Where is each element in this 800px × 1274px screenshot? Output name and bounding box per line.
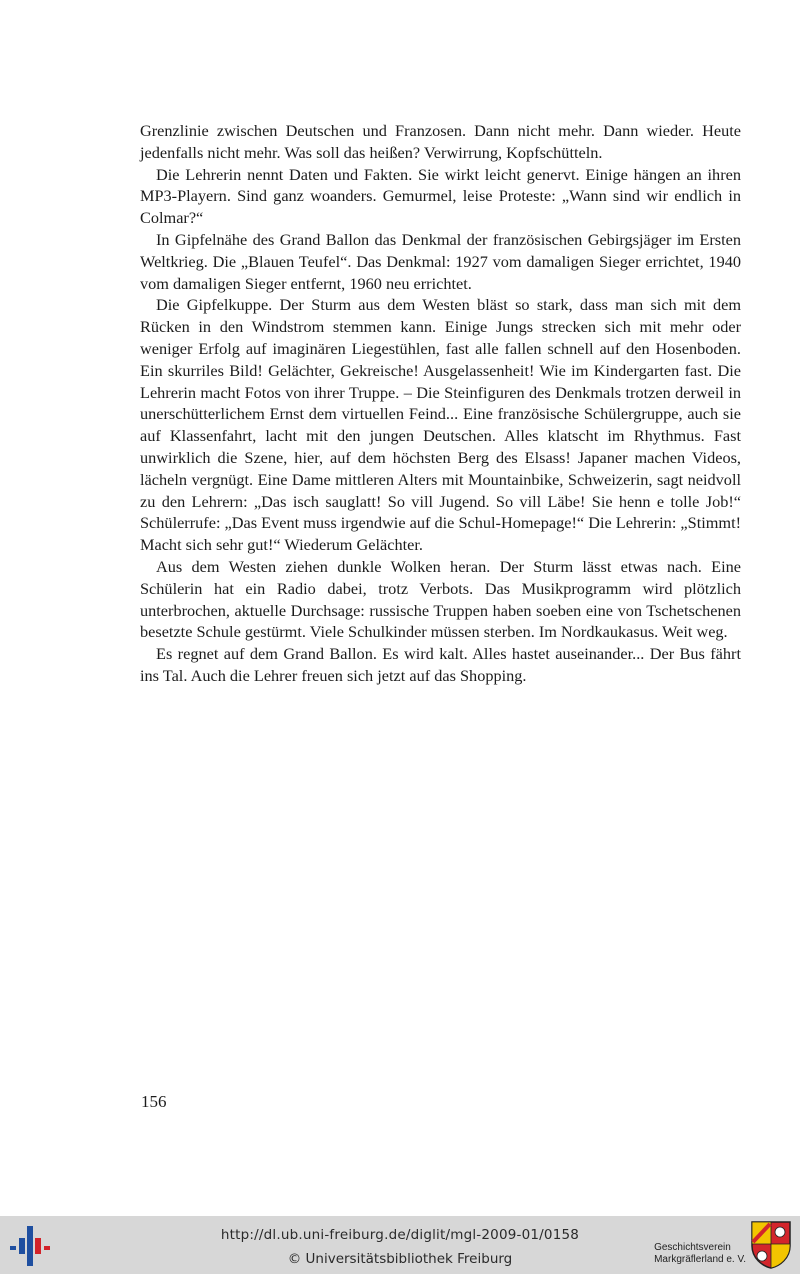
society-name-line2: Markgräflerland e. V. bbox=[654, 1254, 746, 1265]
page-body bbox=[140, 120, 741, 687]
footer-bar bbox=[0, 1216, 800, 1274]
copyright-text: © Universitätsbibliothek Freiburg bbox=[287, 1251, 513, 1267]
society-name-line1: Geschichtsverein bbox=[654, 1242, 731, 1253]
paragraph: Es regnet auf dem Grand Ballon. Es wird kalt. Alles hastet auseinander... Der Bus fährt ins Tal. Auch die Lehrer freuen sich jetzt auf das Shopping. bbox=[140, 644, 741, 685]
paragraph: Die Lehrerin nennt Daten und Fakten. Sie wirkt leicht genervt. Einige hängen an ihren MP3-Playern. Sind ganz woanders. Gemurmel, leise Proteste: „Wann sind wir endlich in Colmar?“ bbox=[140, 164, 741, 228]
markgraeflerland-crest-icon bbox=[750, 1220, 792, 1270]
society-name bbox=[654, 1242, 746, 1266]
permalink-url[interactable]: http://dl.ub.uni-freiburg.de/diglit/mgl-2009-01/0158 bbox=[220, 1227, 580, 1243]
paragraph: Die Gipfelkuppe. Der Sturm aus dem Westen bläst so stark, dass man sich mit dem Rücken in den Windstrom stemmen kann. Einige Jungs strecken sich mit mehr oder weniger Erfolg auf imaginären Liegestühlen, fast alle fallen schnell auf den Hosenboden. Ein skurriles Bild! Gelächter, Gekreische! Ausgelassenheit! Wie im Kindergarten fast. Die Lehrerin macht Fotos von ihrer Truppe. – Die Steinfiguren des Denkmals trotzen derweil in unerschütterlichem Ernst dem virtuellen Feind... Eine französische Schülergruppe, auch sie auf Klassenfahrt, lacht mit den jungen Deutschen. Alles klatscht im Rhythmus. Fast unwirklich die Szene, hier, auf dem höchsten Berg des Elsass! Japaner machen Videos, lächeln vergnügt. Eine Dame mittleren Alters mit Mountainbike, Schweizerin, sagt neidvoll zu den Lehrern: „Das isch sauglatt! So vill Jugend. So vill Läbe! Sie henn e tolle Job!“ Schülerrufe: „Das Event muss irgendwie auf die Schul-Homepage!“ Die Lehrerin: „Stimmt! Macht sich sehr gut!“ Wiederum Gelächter. bbox=[140, 295, 742, 555]
paragraph: Aus dem Westen ziehen dunkle Wolken heran. Der Sturm lässt etwas nach. Eine Schülerin hat ein Radio dabei, trotz Verbots. Das Musikprogramm wird plötzlich unterbrochen, aktuelle Durchsage: russische Truppen haben soeben eine von Tschetschenen besetzte Schule gestürmt. Viele Schulkinder müssen sterben. Im Nordkaukasus. Weit weg. bbox=[140, 556, 741, 642]
paragraph: Grenzlinie zwischen Deutschen und Franzosen. Dann nicht mehr. Dann wieder. Heute jedenfalls nicht mehr. Was soll das heißen? Verwirrung, Kopfschütteln. bbox=[140, 121, 741, 162]
page-number: 156 bbox=[141, 1092, 167, 1111]
paragraph: In Gipfelnähe des Grand Ballon das Denkmal der französischen Gebirgsjäger im Ersten Weltkrieg. Die „Blauen Teufel“. Das Denkmal: 1927 vom damaligen Sieger errichtet, 1940 vom damaligen Sieger entfernt, 1960 neu errichtet. bbox=[140, 229, 741, 293]
